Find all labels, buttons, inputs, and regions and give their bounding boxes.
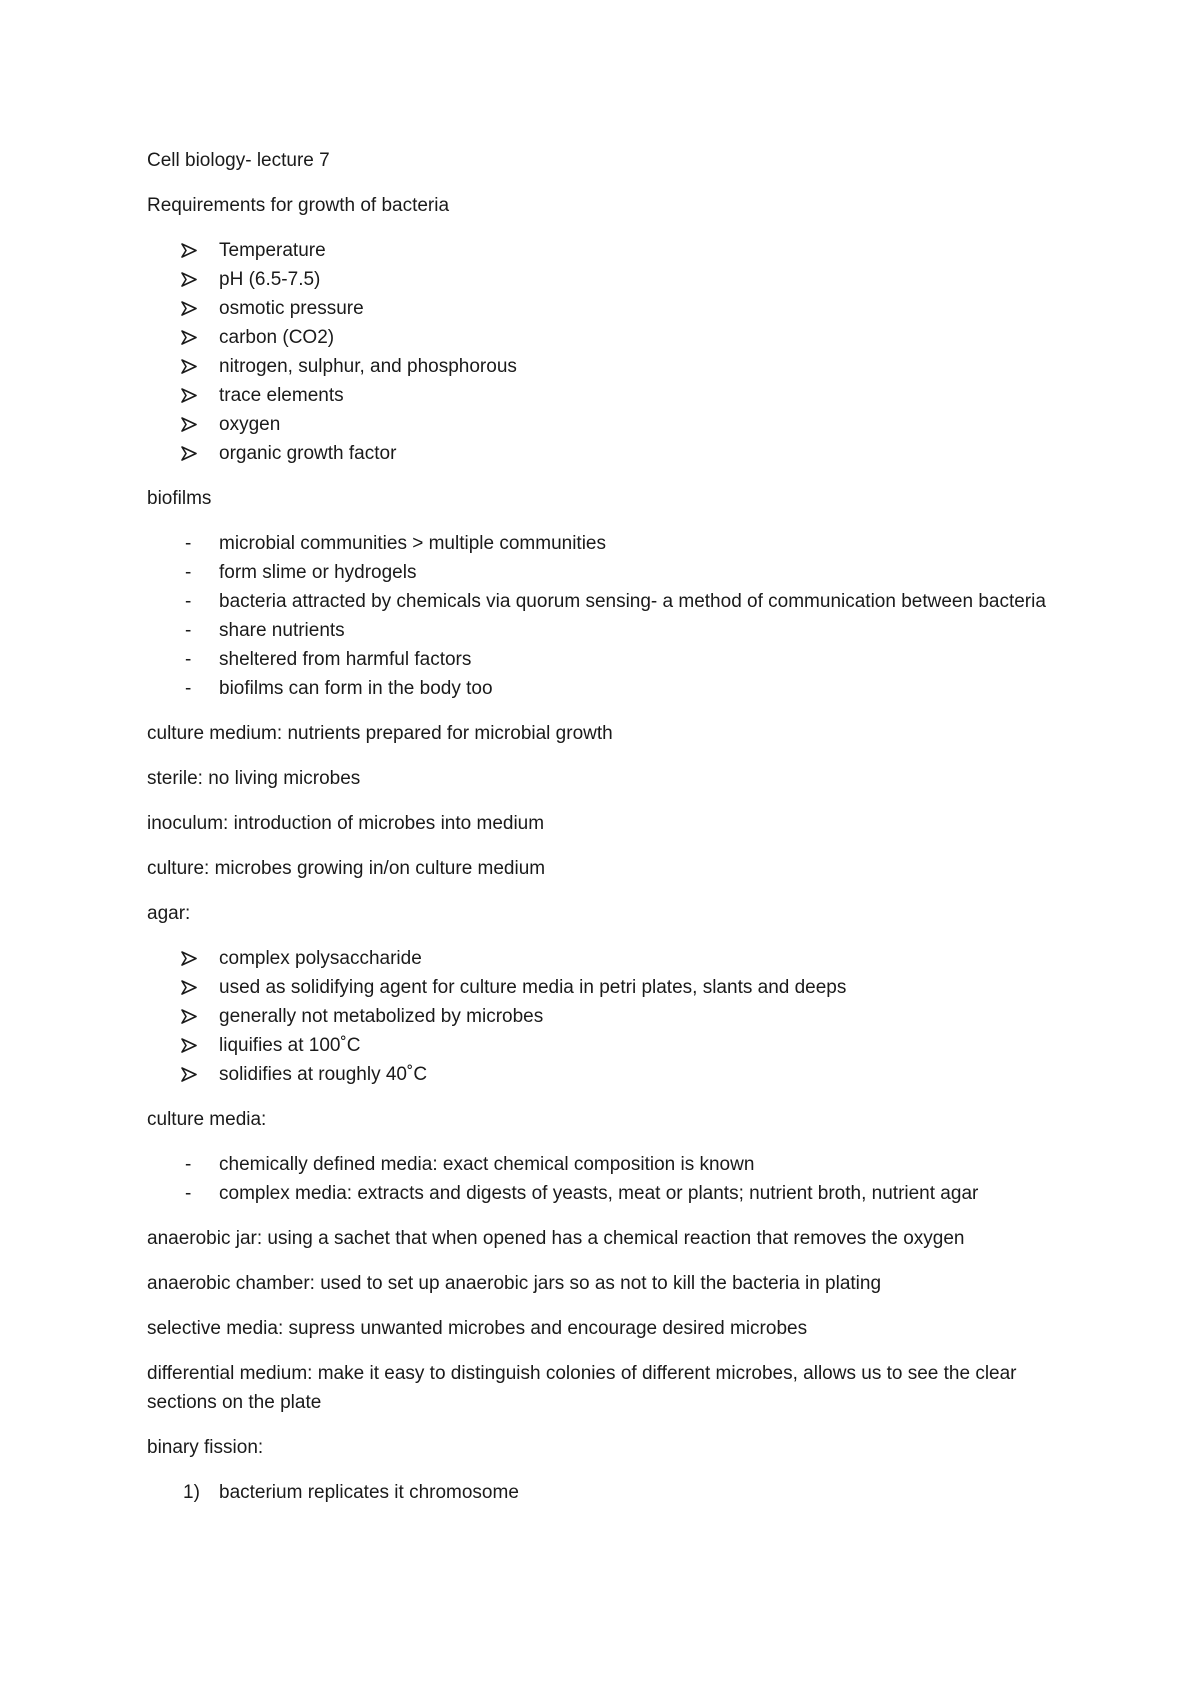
list-item: [147, 616, 1067, 645]
definition-sterile: sterile: no living microbes: [147, 768, 361, 789]
list-item-text: trace elements: [219, 385, 344, 406]
definition-culture-medium: culture medium: nutrients prepared for microbial growth: [147, 723, 613, 744]
dash-marker: -: [185, 533, 192, 554]
biofilms-list: [147, 529, 1067, 703]
arrowhead-bullet-icon: [181, 417, 197, 432]
list-item-text: Temperature: [219, 240, 326, 261]
arrowhead-bullet-icon: [181, 446, 197, 461]
growth-heading: Requirements for growth of bacteria: [147, 195, 450, 216]
dash-marker: -: [185, 1183, 192, 1204]
list-item: [147, 645, 1067, 674]
biofilms-heading: biofilms: [147, 488, 212, 509]
growth-requirements-list: [147, 236, 1067, 468]
list-item-text: oxygen: [219, 414, 281, 435]
dash-marker: -: [185, 620, 192, 641]
agar-list: [147, 944, 1067, 1089]
dash-marker: -: [185, 562, 192, 583]
list-item-text: solidifies at roughly 40˚C: [219, 1064, 428, 1085]
arrowhead-bullet-icon: [181, 330, 197, 345]
list-item: [147, 529, 1067, 558]
list-item-text: complex polysaccharide: [219, 948, 422, 969]
list-item: [147, 1002, 1067, 1031]
document-page: [147, 146, 1067, 1523]
list-item-text: sheltered from harmful factors: [219, 649, 472, 670]
dash-marker: -: [185, 649, 192, 670]
list-item-text: liquifies at 100˚C: [219, 1035, 361, 1056]
list-item: [147, 236, 1067, 265]
list-item-text: generally not metabolized by microbes: [219, 1006, 544, 1027]
list-item-text: chemically defined media: exact chemical composition is known: [219, 1154, 755, 1175]
list-item-text: carbon (CO2): [219, 327, 335, 348]
list-item: [147, 265, 1067, 294]
list-item: [147, 439, 1067, 468]
list-item-text: bacterium replicates it chromosome: [219, 1482, 519, 1503]
list-item: [147, 674, 1067, 703]
list-item: [147, 558, 1067, 587]
list-item-text: pH (6.5-7.5): [219, 269, 321, 290]
arrowhead-bullet-icon: [181, 359, 197, 374]
arrowhead-bullet-icon: [181, 1038, 197, 1053]
list-item: [147, 1060, 1067, 1089]
number-marker: 1): [183, 1482, 200, 1503]
arrowhead-bullet-icon: [181, 388, 197, 403]
definition-differential-medium: differential medium: make it easy to distinguish colonies of different microbes, allows us to see the clear sections on the plate: [147, 1363, 1017, 1413]
list-item: [147, 294, 1067, 323]
definition-anaerobic-jar: anaerobic jar: using a sachet that when opened has a chemical reaction that removes the oxygen: [147, 1228, 965, 1249]
arrowhead-bullet-icon: [181, 980, 197, 995]
list-item: [147, 352, 1067, 381]
document-title: Cell biology- lecture 7: [147, 150, 330, 171]
dash-marker: -: [185, 591, 192, 612]
definition-selective-media: selective media: supress unwanted microbes and encourage desired microbes: [147, 1318, 808, 1339]
arrowhead-bullet-icon: [181, 1009, 197, 1024]
list-item-text: organic growth factor: [219, 443, 397, 464]
list-item-text: used as solidifying agent for culture media in petri plates, slants and deeps: [219, 977, 847, 998]
list-item: [147, 973, 1067, 1002]
list-item: [147, 1179, 1067, 1208]
arrowhead-bullet-icon: [181, 243, 197, 258]
list-item: [147, 410, 1067, 439]
list-item-text: complex media: extracts and digests of yeasts, meat or plants; nutrient broth, nutrient agar: [219, 1183, 979, 1204]
culture-media-list: [147, 1150, 1067, 1208]
arrowhead-bullet-icon: [181, 951, 197, 966]
culture-media-heading: culture media:: [147, 1109, 267, 1130]
definition-culture: culture: microbes growing in/on culture medium: [147, 858, 546, 879]
list-item: [147, 1478, 1067, 1507]
list-item: [147, 944, 1067, 973]
list-item-text: share nutrients: [219, 620, 345, 641]
list-item-text: microbial communities > multiple communities: [219, 533, 606, 554]
list-item: [147, 587, 1067, 616]
binary-fission-heading: binary fission:: [147, 1437, 264, 1458]
list-item-text: biofilms can form in the body too: [219, 678, 493, 699]
definition-anaerobic-chamber: anaerobic chamber: used to set up anaerobic jars so as not to kill the bacteria in plating: [147, 1273, 882, 1294]
list-item-text: nitrogen, sulphur, and phosphorous: [219, 356, 517, 377]
list-item: [147, 1150, 1067, 1179]
arrowhead-bullet-icon: [181, 272, 197, 287]
list-item-text: form slime or hydrogels: [219, 562, 417, 583]
list-item-text: osmotic pressure: [219, 298, 364, 319]
list-item: [147, 1031, 1067, 1060]
arrowhead-bullet-icon: [181, 1067, 197, 1082]
list-item: [147, 381, 1067, 410]
dash-marker: -: [185, 1154, 192, 1175]
dash-marker: -: [185, 678, 192, 699]
arrowhead-bullet-icon: [181, 301, 197, 316]
list-item: [147, 323, 1067, 352]
list-item-text: bacteria attracted by chemicals via quorum sensing- a method of communication between bacteria: [219, 591, 1046, 612]
binary-fission-list: [147, 1478, 1067, 1507]
agar-heading: agar:: [147, 903, 191, 924]
definition-inoculum: inoculum: introduction of microbes into medium: [147, 813, 545, 834]
